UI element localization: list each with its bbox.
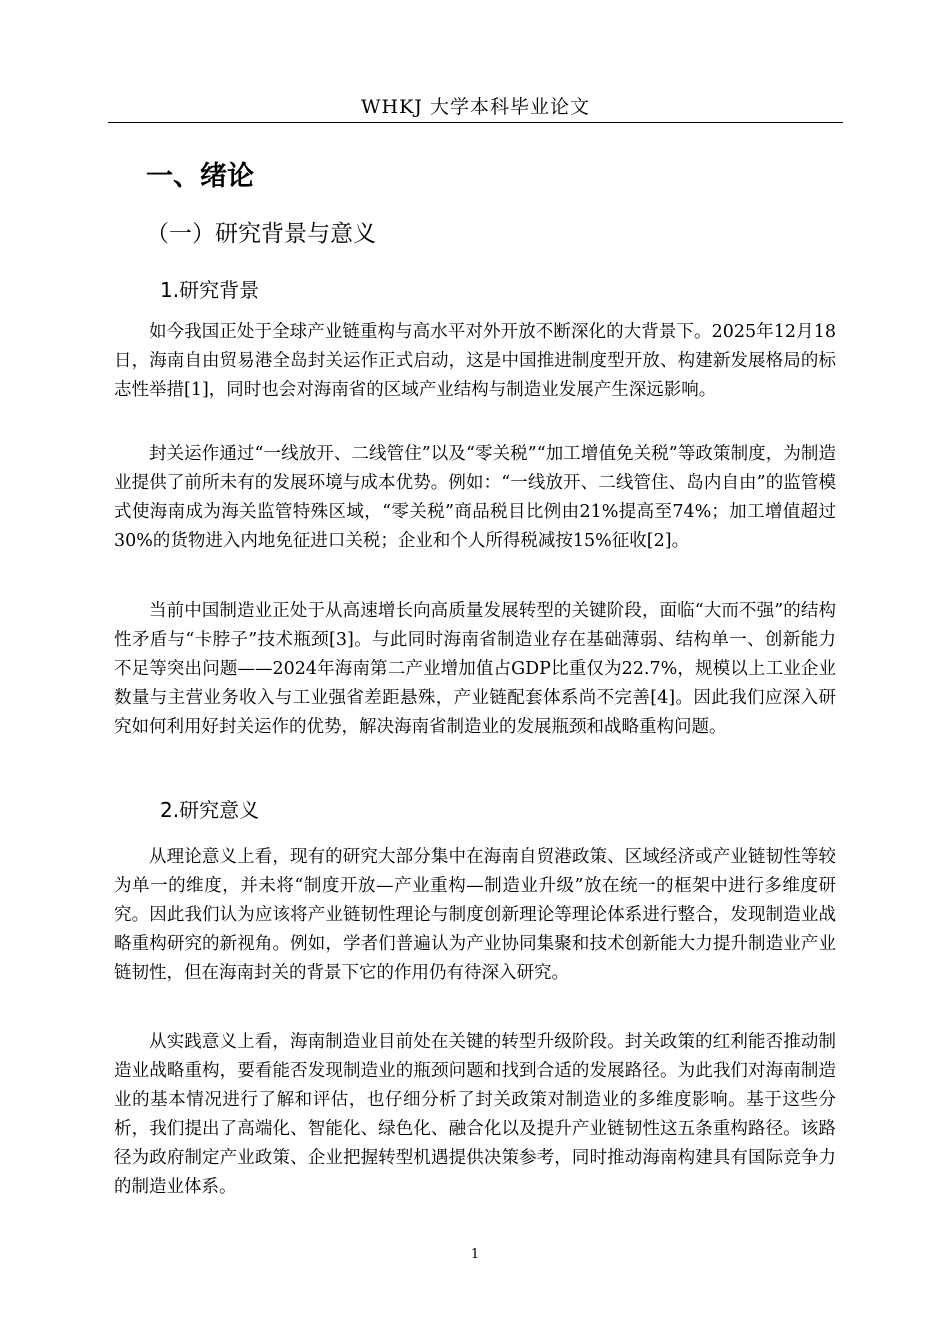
header-divider [108, 122, 843, 123]
chapter-heading: 一、绪论 [146, 161, 254, 192]
paragraph-significance-2: 从实践意义上看，海南制造业目前处在关键的转型升级阶段。封关政策的红利能否推动制造业战略重构，要看能否发现制造业的瓶颈问题和找到合适的发展路径。为此我们对海南制造业的基本情况进行了解和评估，也仔细分析了封关政策对制造业的多维度影响。基于这些分析，我们提出了高端化、智能化、绿色化、融合化以及提升产业链韧性这五条重构路径。该路径为政府制定产业政策、企业把握转型机遇提供决策参考，同时推动海南构建具有国际竞争力的制造业体系。 [114, 1032, 836, 1198]
section-heading: （一）研究背景与意义 [146, 221, 376, 247]
subsection-heading-background: 1.研究背景 [160, 278, 260, 302]
paragraph-background-1: 如今我国正处于全球产业链重构与高水平对外开放不断深化的大背景下。2025年12月18日，海南自由贸易港全岛封关运作正式启动，这是中国推进制度型开放、构建新发展格局的标志性举措[1]，同时也会对海南省的区域产业结构与制造业发展产生深远影响。 [114, 322, 836, 401]
subsection-heading-significance: 2.研究意义 [160, 798, 260, 822]
page-number: 1 [470, 1247, 480, 1262]
running-header: WHKJ 大学本科毕业论文 [361, 96, 590, 118]
paragraph-background-3: 当前中国制造业正处于从高速增长向高质量发展转型的关键阶段，面临“大而不强”的结构性矛盾与“卡脖子”技术瓶颈[3]。与此同时海南省制造业存在基础薄弱、结构单一、创新能力不足等突出问题——2024年海南第二产业增加值占GDP比重仅为22.7%，规模以上工业企业数量与主营业务收入与工业强省差距悬殊，产业链配套体系尚不完善[4]。因此我们应深入研究如何利用好封关运作的优势，解决海南省制造业的发展瓶颈和战略重构问题。 [114, 601, 836, 738]
paragraph-significance-1: 从理论意义上看，现有的研究大部分集中在海南自贸港政策、区域经济或产业链韧性等较为单一的维度，并未将“制度开放—产业重构—制造业升级”放在统一的框架中进行多维度研究。因此我们认为应该将产业链韧性理论与制度创新理论等理论体系进行整合，发现制造业战略重构研究的新视角。例如，学者们普遍认为产业协同集聚和技术创新能大力提升制造业产业链韧性，但在海南封关的背景下它的作用仍有待深入研究。 [114, 847, 836, 984]
paragraph-background-2: 封关运作通过“一线放开、二线管住”以及“零关税”“加工增值免关税”等政策制度，为制造业提供了前所未有的发展环境与成本优势。例如：“一线放开、二线管住、岛内自由”的监管模式使海南成为海关监管特殊区域，“零关税”商品税目比例由21%提高至74%；加工增值超过30%的货物进入内地免征进口关税；企业和个人所得税减按15%征收[2]。 [114, 444, 836, 552]
